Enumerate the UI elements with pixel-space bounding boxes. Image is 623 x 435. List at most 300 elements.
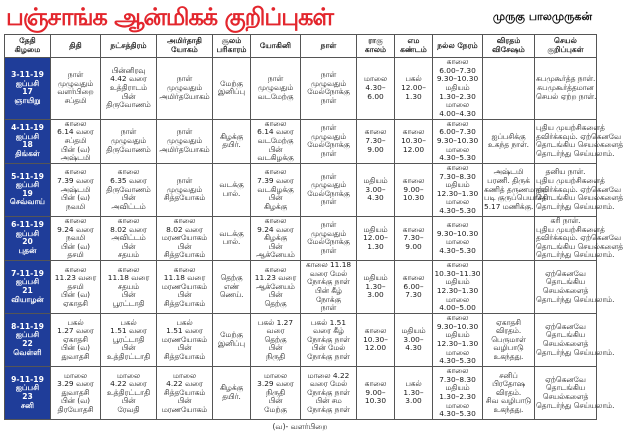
cell-line: தொடர்ந்து செய்யலாம். [536, 201, 615, 211]
cell-line: வடமேற்கு [257, 135, 294, 145]
soolam-cell [213, 314, 251, 367]
thithi-cell [51, 366, 101, 419]
cell-line: 5.17 மணிக்கு. [484, 201, 534, 211]
cell-line: சித்தயோகம் [163, 193, 206, 203]
cell-line: நோக்கு நாள் [307, 351, 350, 361]
cell-line: 1.30 [367, 241, 384, 251]
soolam-cell [213, 261, 251, 314]
date-line: ஐப்பசி [15, 78, 40, 88]
table-row [5, 163, 597, 216]
header-ema: எம கண்டம் [395, 35, 433, 58]
yogini-cell [251, 216, 301, 260]
cell-line: 4.30 [405, 343, 422, 353]
soolam-cell [213, 366, 251, 419]
rahu-cell [357, 366, 395, 419]
cell-line: 4.30–5.30 [439, 153, 476, 163]
cell-line: முழுவதும் [257, 83, 294, 92]
cell-line: செயல்களைத் [542, 391, 589, 401]
thithi-cell [51, 163, 101, 216]
cell-line: 9.30–10.30 [436, 321, 479, 331]
header-naal: நாள் [301, 35, 357, 58]
cell-line: மதியம் [363, 273, 388, 283]
cell-line: வழிபாடு [493, 343, 524, 353]
cell-line: உத்திராடம் [109, 83, 148, 92]
cell-line: காலை [264, 167, 287, 177]
header-yogini: யோகினி [251, 35, 301, 58]
notes-cell [535, 314, 615, 367]
rahu-cell [357, 163, 395, 216]
cell-line: துவாதசி [61, 351, 90, 361]
date-cell [5, 314, 51, 367]
cell-line: காலை [173, 215, 196, 225]
cell-line: காலை [446, 118, 469, 128]
cell-line: நாள் [320, 303, 337, 313]
cell-line: மரணயோகம் [161, 334, 208, 344]
cell-line: கரி நாள். [550, 215, 581, 225]
date-line: ஐப்பசி [15, 180, 40, 190]
table-row [5, 119, 597, 163]
cell-line: ஏகாதசி [496, 317, 521, 327]
cell-line: பின் (வ) [60, 241, 91, 251]
cell-line: தொடர்ந்து செய்யலாம். [536, 250, 615, 260]
cell-line: 9.30–10.30 [436, 228, 479, 238]
cell-line: 6.14 வரை [57, 127, 94, 137]
naal-cell [301, 366, 357, 419]
cell-line: சப்தமி [64, 135, 87, 145]
cell-line: நாள் [320, 171, 337, 181]
cell-line: உகந்த நாள். [488, 140, 529, 150]
cell-line: பூரட்டாதி [112, 298, 145, 308]
ema-cell [395, 261, 433, 314]
date-line: ஐப்பசி [15, 330, 40, 340]
date-line: 18 [22, 140, 33, 150]
cell-line: திருவோணம் [106, 100, 151, 110]
cell-line: நோக்கு [315, 294, 342, 304]
ema-cell [395, 314, 433, 367]
cell-line: தனிய நாள். [545, 167, 586, 177]
cell-line: காலை [402, 224, 425, 234]
cell-line: மதியம் [401, 326, 426, 336]
cell-line: 8.02 வரை [166, 224, 203, 234]
cell-line: புதிய முயற்சிகளைத் [536, 224, 605, 234]
cell-line: 6.00–7.30 [439, 65, 476, 75]
cell-line: மதியம் [445, 83, 470, 92]
cell-line: காலை [446, 366, 469, 376]
date-line: திங்கள் [15, 148, 40, 158]
cell-line: காலை 11.18 [305, 260, 352, 270]
cell-line: அமிர்தயோகம் [159, 144, 210, 154]
naal-cell [301, 58, 357, 120]
cell-line: மேல்நோக்கு [307, 87, 350, 97]
cell-line: ஏற்கெனவே [545, 321, 586, 331]
cell-line: மாலை [446, 294, 469, 304]
cell-line: மதியம் [445, 383, 470, 393]
cell-line: 4.42 வரை [110, 74, 147, 84]
cell-line: காலை [446, 260, 469, 270]
rahu-cell [357, 261, 395, 314]
cell-line: புதிய முயற்சிகளைத் [536, 123, 605, 133]
header-nakshatra: நட்சத்திரம் [101, 35, 157, 58]
date-cell [5, 58, 51, 120]
cell-line: தெற்கு [264, 334, 287, 344]
date-line: செவ்வாய் [9, 197, 46, 207]
yogini-cell [251, 314, 301, 367]
date-line: ஐப்பசி [15, 131, 40, 141]
cell-line: வளர்பிறை [57, 87, 94, 97]
header-thithi: திதி [51, 35, 101, 58]
header-soolam: சூலம் பரிகாரம் [213, 35, 251, 58]
header-notes: செயல் குறிப்புகள் [535, 35, 597, 58]
cell-line: செயல்களைத் [542, 286, 589, 296]
cell-line: காலை [364, 379, 387, 389]
cell-line: தசமி [67, 250, 84, 260]
cell-line: சனிப் [499, 370, 518, 380]
cell-line: பின் [268, 193, 283, 203]
cell-line: 4.30–5.30 [439, 206, 476, 216]
cell-line: முழுவதும் [166, 83, 203, 92]
cell-line: 9.00– [403, 184, 424, 194]
cell-line: தொடர்ந்து செய்யலாம். [536, 294, 615, 304]
cell-line: முழுவதும் [310, 228, 347, 238]
cell-line: மதியம் [363, 224, 388, 234]
cell-line: காலை [364, 127, 387, 137]
cell-line: பின் [177, 396, 192, 406]
cell-line: 10.30– [401, 135, 426, 145]
cell-line: 4.00–4.30 [439, 108, 476, 118]
cell-line: துவாதசி [61, 387, 90, 397]
cell-line: அஷ்டமி [493, 167, 524, 177]
yogam-cell [157, 163, 213, 216]
cell-line: 9.30–10.30 [436, 135, 479, 145]
cell-line: மாலை [446, 400, 469, 410]
cell-line: 4.30–5.30 [439, 246, 476, 256]
cell-line: காலை [264, 264, 287, 274]
cell-line: வரை மேல் [309, 379, 348, 389]
cell-line: வரை கீழ் [313, 326, 344, 336]
cell-line: மாலை [446, 197, 469, 207]
cell-line: 4.22 வரை [166, 379, 203, 389]
cell-line: காலை [264, 215, 287, 225]
cell-line: வடகிழக்கு [257, 184, 294, 194]
nalla-neram-cell [433, 58, 483, 120]
cell-line: 7.30– [403, 233, 424, 243]
cell-line: பின் [121, 241, 136, 251]
cell-line: பகல் [120, 317, 137, 327]
date-line: 19 [22, 188, 33, 198]
cell-line: சிவ வழிபாடு [485, 396, 532, 406]
cell-line: மரணயோகம் [161, 233, 208, 243]
cell-line: கிழக்கு [219, 131, 244, 141]
cell-line: தயிர். [222, 391, 241, 401]
thithi-cell [51, 216, 101, 260]
naal-cell [301, 216, 357, 260]
cell-line: சித்தயோகம் [163, 387, 206, 397]
viratham-cell [483, 163, 548, 216]
cell-line: நோக்கு நாள் [307, 277, 350, 287]
cell-line: பின் (வ) [60, 193, 91, 203]
cell-line: முழுவதும் [110, 135, 147, 145]
cell-line: பின் [268, 241, 283, 251]
cell-line: பின் மேல் [311, 343, 346, 353]
cell-line: வடக்கு [219, 180, 244, 190]
cell-line: திரயோதசி [57, 404, 94, 414]
cell-line: 4.30–5.30 [439, 356, 476, 366]
cell-line: 11.18 வரை [107, 273, 150, 283]
viratham-cell [483, 314, 535, 367]
cell-line: முழுவதும் [310, 131, 347, 141]
date-line: 21 [22, 286, 33, 296]
cell-line: பின் [268, 343, 283, 353]
cell-line: காலை [446, 57, 469, 67]
cell-line: நாள் [320, 246, 337, 256]
cell-line: 11.23 வரை [54, 273, 97, 283]
cell-line: 1.51 வரை [166, 326, 203, 336]
cell-line: செயல் ஏற்ற நாள். [536, 91, 597, 101]
cell-line: ஏற்கெனவே [545, 268, 586, 278]
cell-line: மாலை 4.22 [307, 370, 350, 380]
cell-line: நாள் [176, 175, 193, 185]
rahu-cell [357, 314, 395, 367]
cell-line: பின் [121, 91, 136, 101]
cell-line: 11.23 வரை [254, 273, 297, 283]
yogini-cell [251, 119, 301, 163]
cell-line: நிருதி [265, 387, 286, 397]
ema-cell [395, 163, 433, 216]
cell-line: நாள் [320, 70, 337, 80]
cell-line: 9.24 வரை [57, 224, 94, 234]
cell-line: தவிர்க்கவும். ஏற்கெனவே [536, 131, 622, 141]
cell-line: பின் (வ) [60, 343, 91, 353]
cell-line: காலை [117, 215, 140, 225]
date-cell [5, 366, 51, 419]
cell-line: சுபமுகூர்த்த நாள். [536, 74, 596, 84]
cell-line: 1.30– [365, 281, 386, 291]
cell-line: பகல் 1.27 [257, 317, 294, 327]
cell-line: சதயம் [117, 250, 140, 260]
soolam-cell [213, 119, 251, 163]
cell-line: மேற்கு [220, 330, 243, 340]
header-rahu: ராகு காலம் [357, 35, 395, 58]
notes-cell [535, 58, 597, 120]
yogam-cell [157, 366, 213, 419]
cell-line: காலை [64, 118, 87, 128]
cell-line: தொடங்கிய செயல்களைத் [536, 241, 623, 251]
nakshatra-cell [101, 366, 157, 419]
cell-line: மரணயோகம் [161, 404, 208, 414]
cell-line: தொடங்கிய [545, 383, 586, 393]
cell-line: 3.00– [365, 184, 386, 194]
cell-line: பகல் [405, 379, 422, 389]
cell-line: நவமி [65, 233, 86, 243]
cell-line: பின் [268, 290, 283, 300]
cell-line: 3.29 வரை [57, 379, 94, 389]
cell-line: 12.00– [363, 233, 388, 243]
nalla-neram-cell [433, 261, 483, 314]
cell-line: நாள் [320, 148, 337, 158]
cell-line: எண் [223, 281, 240, 291]
cell-line: பின் [177, 290, 192, 300]
cell-line: 1.30–2.30 [439, 391, 476, 401]
cell-line: காலை [402, 127, 425, 137]
cell-line: 12.30–1.30 [436, 339, 479, 348]
cell-line: காலை [446, 313, 469, 323]
yogam-cell [157, 261, 213, 314]
cell-line: 10.30 [402, 193, 425, 203]
cell-line: 7.39 வரை [57, 175, 94, 185]
cell-line: அவிட்டம் [111, 201, 146, 211]
cell-line: 10.30–11.30 [434, 268, 481, 278]
cell-line: சுபமுகூர்த்தமான [537, 83, 594, 92]
cell-line: மாலை [446, 100, 469, 110]
table-row [5, 314, 597, 367]
naal-cell [301, 261, 357, 314]
cell-line: மரணயோகம் [161, 281, 208, 291]
cell-line: ஏகாதசி [63, 298, 88, 308]
cell-line: ஆக்னேயம் [256, 250, 295, 260]
cell-line: 1.30–2.30 [439, 91, 476, 101]
cell-line: அஷ்டமி [60, 153, 91, 163]
cell-line: தொடர்ந்து செய்யலாம். [536, 347, 615, 357]
nalla-neram-cell [433, 366, 483, 419]
cell-line: வடகிழக்கு [257, 153, 294, 163]
cell-line: தொடங்கிய செயல்களைத் [536, 193, 623, 203]
cell-line: 12.00– [401, 83, 426, 92]
cell-line: மேல்நோக்கு [307, 140, 350, 150]
date-line: 9-11-19 [11, 374, 44, 384]
ema-cell [395, 119, 433, 163]
nakshatra-cell [101, 261, 157, 314]
cell-line: நாள் [176, 74, 193, 84]
cell-line: 6.35 வரை [110, 175, 147, 185]
cell-line: 4.30–5.30 [439, 409, 476, 419]
rahu-cell [357, 119, 395, 163]
nakshatra-cell [101, 119, 157, 163]
cell-line: காலை [173, 264, 196, 274]
cell-line: 4.22 வரை [110, 379, 147, 389]
cell-line: பகல் [67, 317, 84, 327]
cell-line: தசமி [67, 281, 84, 291]
ema-cell [395, 58, 433, 120]
viratham-cell [483, 216, 535, 260]
cell-line: 4.00–5.00 [439, 303, 476, 313]
cell-line: 9.00 [367, 144, 384, 154]
table-row [5, 58, 597, 120]
date-line: 5-11-19 [11, 171, 44, 181]
cell-line: பின் [177, 241, 192, 251]
footer-note: (வ)- வளர்பிறை [272, 422, 328, 431]
cell-line: மாலை [446, 347, 469, 357]
cell-line: 3.00– [403, 334, 424, 344]
cell-line: தொடங்கிய [545, 330, 586, 340]
cell-line: 12.00 [402, 144, 425, 154]
cell-line: 6.00 [367, 91, 384, 101]
cell-line: 12.30–1.30 [436, 188, 479, 198]
cell-line: தெற்கு [264, 298, 287, 308]
cell-line: 7.30 [405, 290, 422, 300]
date-line: 6-11-19 [11, 220, 44, 230]
cell-line: தவிர்க்கவும். ஏற்கெனவே [536, 184, 622, 194]
notes-cell [535, 261, 615, 314]
cell-line: காலை [64, 264, 87, 274]
cell-line: 6.00–7.30 [439, 127, 476, 137]
cell-line: கணித் தருணமாற்ற [484, 184, 548, 194]
soolam-cell [213, 58, 251, 120]
cell-line: பின் [121, 290, 136, 300]
cell-line: நோக்கு நாள் [307, 404, 350, 414]
cell-line: மாலை [117, 370, 140, 380]
date-line: வியாழன் [11, 294, 44, 304]
cell-line: சதயம் [117, 281, 140, 291]
date-line: புதன் [18, 246, 37, 256]
cell-line: மதியம் [445, 180, 470, 190]
yogam-cell [157, 119, 213, 163]
cell-line: நோக்கு நாள் [307, 387, 350, 397]
cell-line: நோக்கு நாள் [307, 334, 350, 344]
cell-line: ஏகாதசி [63, 334, 88, 344]
cell-line: பின் [121, 193, 136, 203]
cell-line: வடமேற்கு [257, 91, 294, 101]
cell-line: படி குருப்பெயர்ச்சி [484, 193, 548, 203]
soolam-cell [213, 216, 251, 260]
cell-line: காலை [446, 220, 469, 230]
table-row [5, 216, 597, 260]
cell-line: திருவோணம் [106, 144, 151, 154]
date-line: ஐப்பசி [15, 277, 40, 287]
rahu-cell [357, 216, 395, 260]
cell-line: 4.30– [365, 83, 386, 92]
yogam-cell [157, 58, 213, 120]
cell-line: பின் [121, 343, 136, 353]
viratham-cell [483, 261, 535, 314]
cell-line: உகந்தது. [493, 351, 524, 361]
thithi-cell [51, 314, 101, 367]
cell-line: தயிர். [222, 140, 241, 150]
cell-line: நாள் [320, 220, 337, 230]
notes-cell [535, 215, 623, 260]
cell-line: அவிட்டம் [111, 233, 146, 243]
nakshatra-cell [101, 216, 157, 260]
notes-cell [535, 163, 623, 216]
cell-line: 12.30–1.30 [436, 286, 479, 296]
cell-line: முழுவதும் [310, 78, 347, 88]
cell-line: உத்திரட்டாதி [106, 351, 151, 361]
cell-line: சித்தயோகம் [163, 351, 206, 361]
cell-line: மாலை [364, 74, 387, 84]
cell-line: 3.00 [405, 396, 422, 406]
cell-line: 8.02 வரை [110, 224, 147, 234]
cell-line: நவமி [65, 201, 86, 211]
date-cell [5, 261, 51, 314]
cell-line: காலை [117, 264, 140, 274]
cell-line: 7.30–8.30 [439, 171, 476, 181]
cell-line: 9.30–10.30 [436, 74, 479, 84]
cell-line: பரணி. திருக் [487, 175, 530, 185]
cell-line: ரேவதி [117, 404, 140, 414]
cell-line: சப்தமி [64, 95, 87, 105]
cell-line: பின் [268, 396, 283, 406]
cell-line: மேல்நோக்கு [307, 188, 350, 198]
thithi-cell [51, 58, 101, 120]
cell-line: பகல் 1.51 [310, 317, 347, 327]
cell-line: சித்தயோகம் [163, 298, 206, 308]
cell-line: முழுவதும் [166, 135, 203, 145]
date-line: ஞாயிறு [14, 95, 41, 105]
cell-line: கிழக்கு [263, 201, 288, 211]
cell-line: 1.51 வரை [110, 326, 147, 336]
cell-line: பகல் [176, 317, 193, 327]
cell-line: மாலை [173, 370, 196, 380]
cell-line: வரை மேல் [309, 268, 348, 278]
